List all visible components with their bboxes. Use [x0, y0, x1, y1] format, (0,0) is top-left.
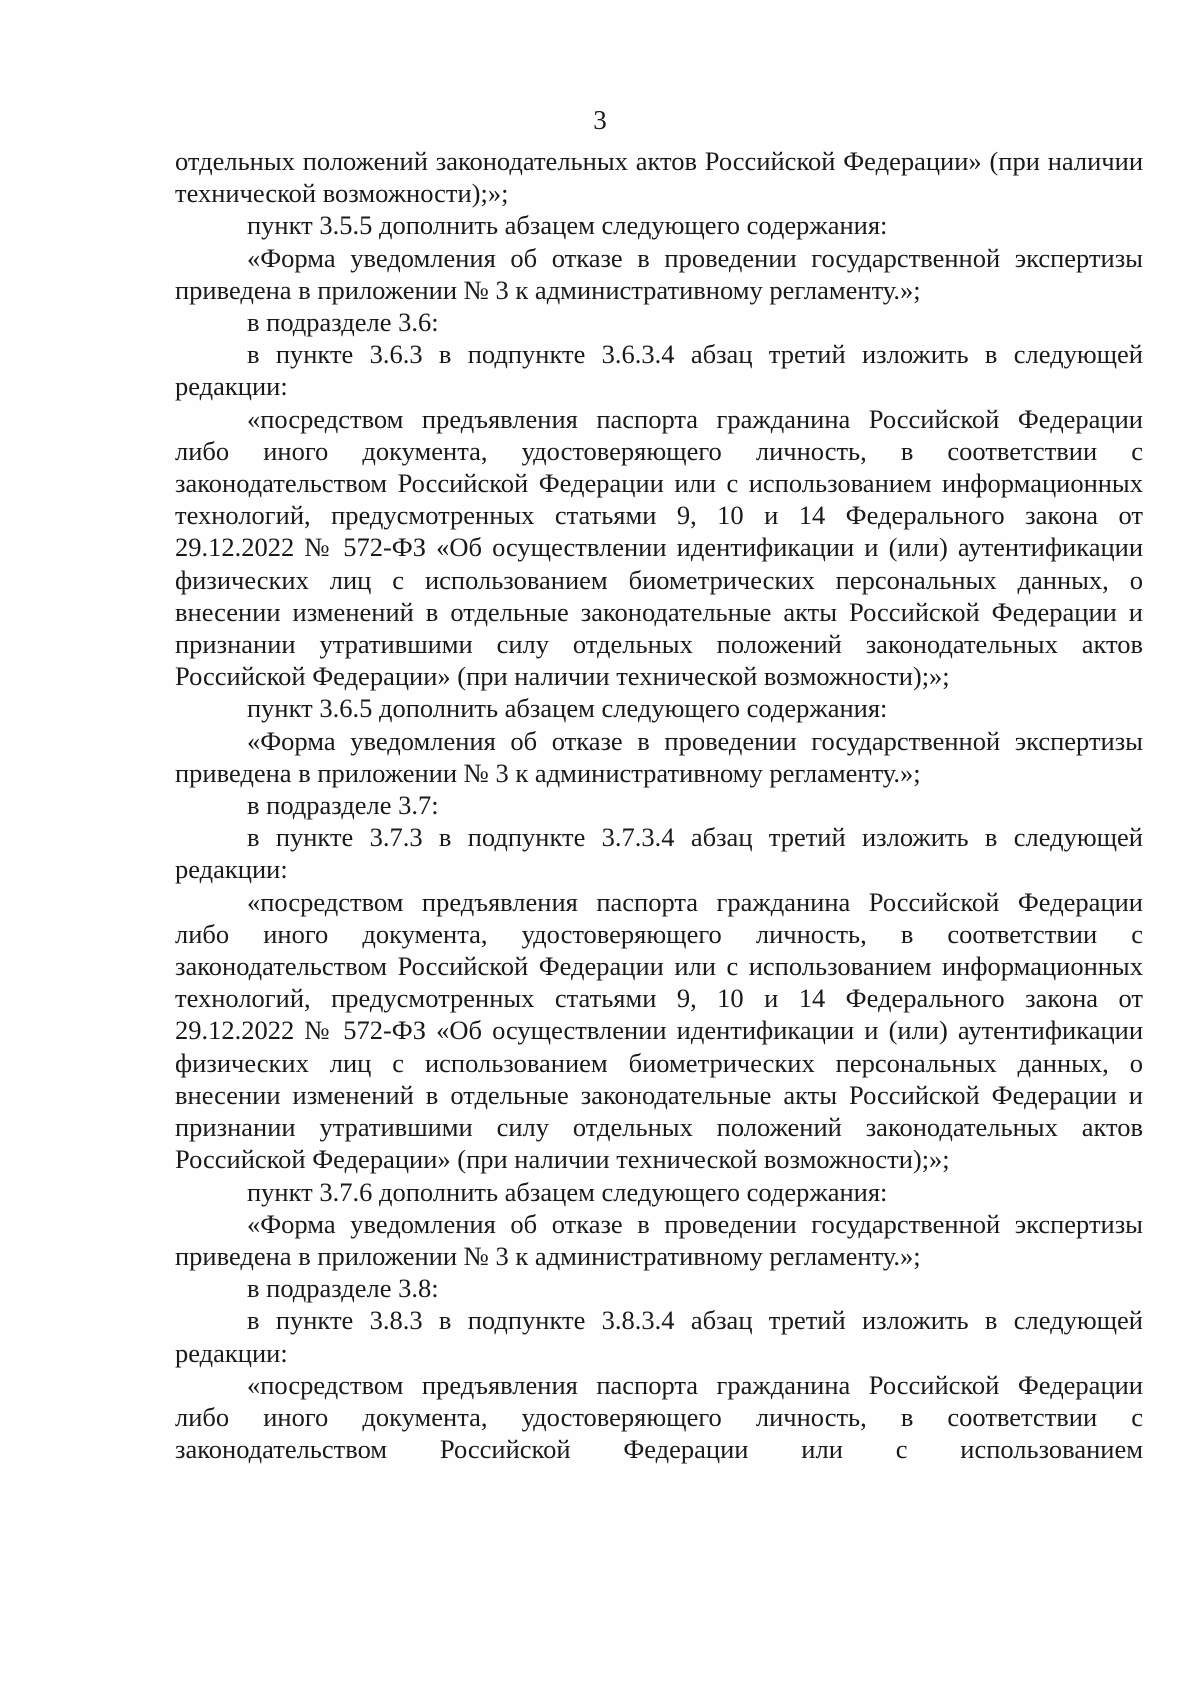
- paragraph-quote-form: «Форма уведомления об отказе в проведении государственной экспертизы приведена в приложении № 3 к административному регламенту.»;: [175, 1208, 1143, 1271]
- paragraph-item-3-7-3: в пункте 3.7.3 в подпункте 3.7.3.4 абзац третий изложить в следующей редакции:: [175, 822, 1143, 885]
- page-number: 3: [593, 105, 607, 135]
- paragraph-quote-passport: «посредством предъявления паспорта гражданина Российской Федерации либо иного документа, удостоверяющего личность, в соответствии с законодательством Российской Федерации или с использованием информационных технологий, предусмотренных статьями 9, 10 и 14 Федерального закона от 29.12.2022 № 572-ФЗ «Об осуществлении идентификации и (или) аутентификации физических лиц с использованием биометрических персональных данных, о внесении изменений в отдельные законодательные акты Российской Федерации и признании утратившими силу отдельных положений законодательных актов Российской Федерации» (при наличии технической возможности);»;: [175, 403, 1143, 692]
- paragraph-quote-passport: «посредством предъявления паспорта гражданина Российской Федерации либо иного документа, удостоверяющего личность, в соответствии с законодательством Российской Федерации или с использованием: [175, 1369, 1143, 1465]
- paragraph-item-3-6-5: пункт 3.6.5 дополнить абзацем следующего содержания:: [247, 693, 888, 724]
- paragraph-quote-form: «Форма уведомления об отказе в проведении государственной экспертизы приведена в приложении № 3 к административному регламенту.»;: [175, 725, 1143, 788]
- paragraph-quote-passport: «посредством предъявления паспорта гражданина Российской Федерации либо иного документа, удостоверяющего личность, в соответствии с законодательством Российской Федерации или с использованием информационных технологий, предусмотренных статьями 9, 10 и 14 Федерального закона от 29.12.2022 № 572-ФЗ «Об осуществлении идентификации и (или) аутентификации физических лиц с использованием биометрических персональных данных, о внесении изменений в отдельные законодательные акты Российской Федерации и признании утратившими силу отдельных положений законодательных актов Российской Федерации» (при наличии технической возможности);»;: [175, 886, 1143, 1175]
- paragraph-subsection-3-6: в подразделе 3.6:: [247, 307, 439, 338]
- paragraph-quote-form: «Форма уведомления об отказе в проведении государственной экспертизы приведена в приложении № 3 к административному регламенту.»;: [175, 242, 1143, 305]
- paragraph-subsection-3-8: в подразделе 3.8:: [247, 1273, 439, 1304]
- document-body: [175, 145, 1143, 1465]
- paragraph-continuation: отдельных положений законодательных актов Российской Федерации» (при наличии технической возможности);»;: [175, 146, 1143, 209]
- paragraph-item-3-6-3: в пункте 3.6.3 в подпункте 3.6.3.4 абзац третий изложить в следующей редакции:: [175, 339, 1143, 402]
- paragraph-subsection-3-7: в подразделе 3.7:: [247, 790, 439, 821]
- paragraph-item-3-7-6: пункт 3.7.6 дополнить абзацем следующего содержания:: [247, 1176, 888, 1207]
- paragraph-item-3-5-5: пункт 3.5.5 дополнить абзацем следующего содержания:: [247, 210, 888, 241]
- paragraph-item-3-8-3: в пункте 3.8.3 в подпункте 3.8.3.4 абзац третий изложить в следующей редакции:: [175, 1305, 1143, 1368]
